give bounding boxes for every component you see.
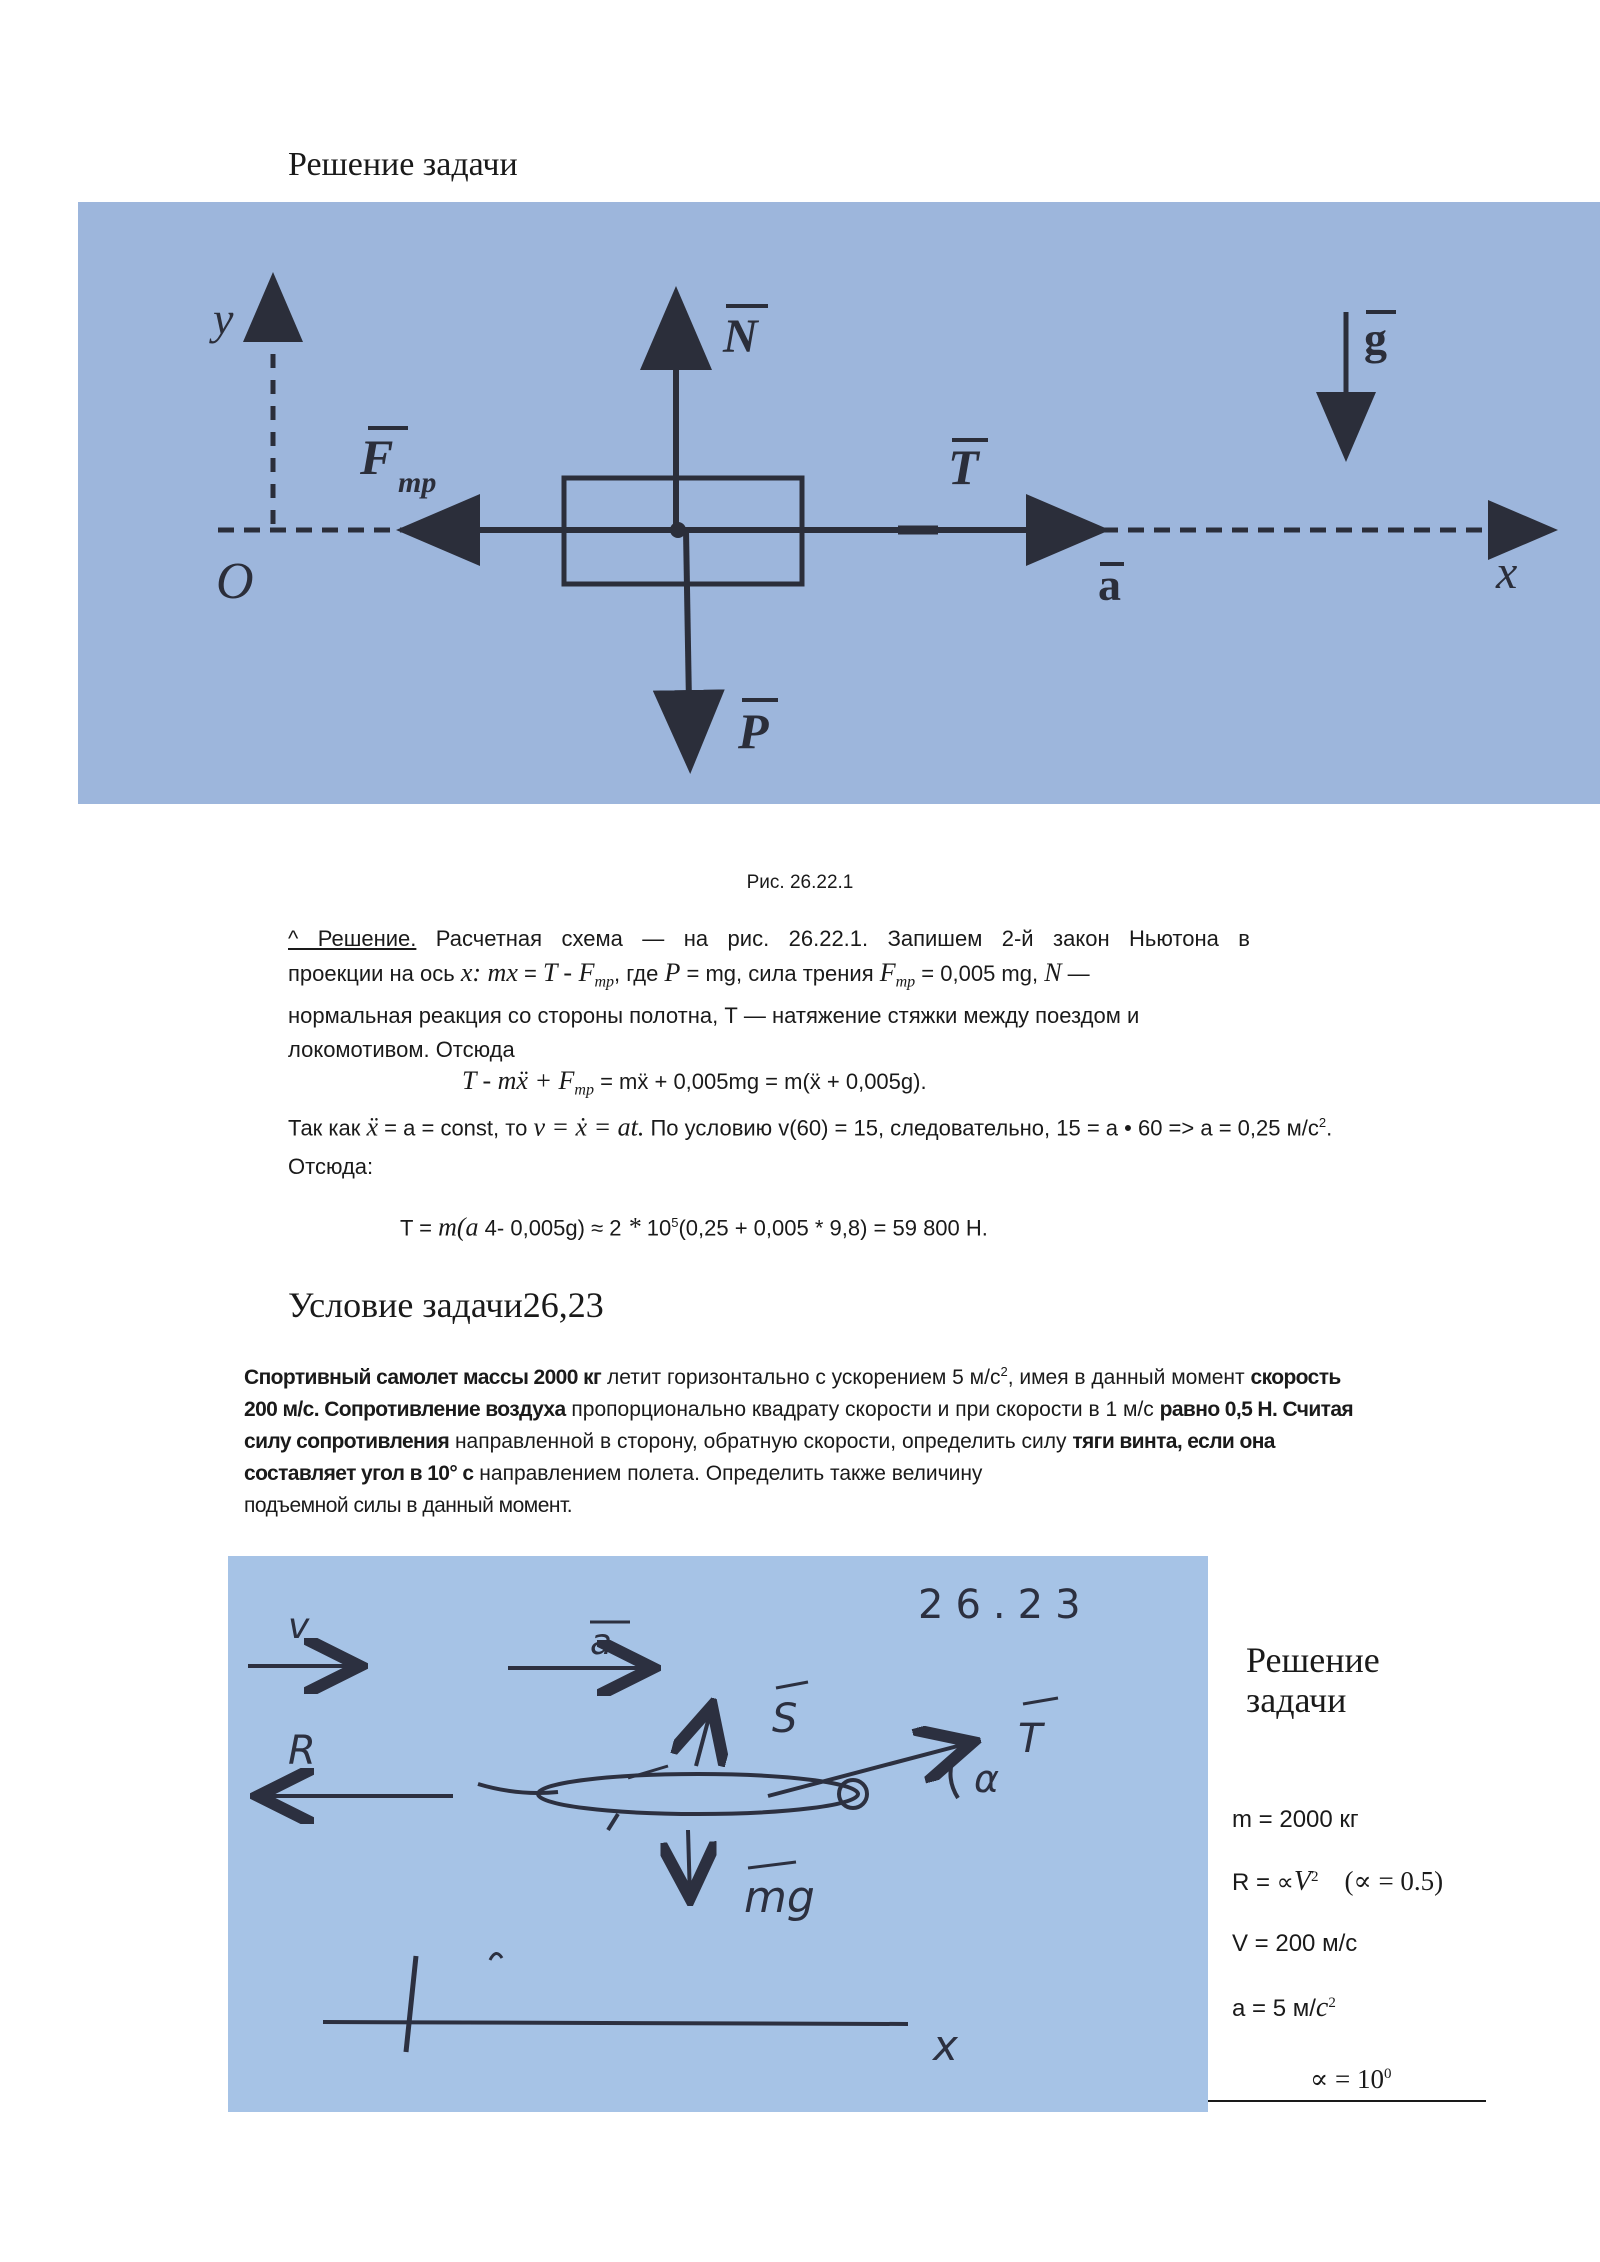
label-a: a [590, 1622, 613, 1663]
givens-title: Решение задачи [1246, 1640, 1380, 1720]
given-velocity: V = 200 м/с [1232, 1930, 1358, 1957]
solution-line-4: локомотивом. Отсюда [288, 1037, 515, 1063]
solution-line-3: нормальная реакция со стороны полотна, Т — натяжение стяжки между поездом и [288, 1003, 1140, 1029]
label-S: S [772, 1696, 798, 1742]
propeller [839, 1780, 867, 1808]
label-y: y [213, 293, 234, 344]
label-R: R [288, 1728, 316, 1774]
force-diagram-figure [78, 202, 1600, 804]
givens-divider [1208, 2100, 1486, 2102]
label-mg: mg [744, 1872, 815, 1923]
plane-sketch [228, 1556, 1208, 2112]
problem-line-5: подъемной силы в данный момент. [244, 1494, 573, 1517]
section-title-problem: Условие задачи26,23 [288, 1285, 604, 1325]
label-T: T [948, 439, 979, 495]
given-drag-formula: $R = \propto V^2$ (∝ = 0.5) [1232, 1866, 1444, 1897]
solution-line-6: Отсюда: [288, 1154, 374, 1179]
label-x: x [1496, 546, 1518, 599]
label-a: a [1098, 559, 1121, 610]
solution-line-2: проекции на ось x: mx = T - $F_{тр}$, где P = mg, сила трения $F_{тр} = 0,005$ mg, N — [288, 958, 1090, 991]
label-P: P [738, 703, 769, 759]
force-diagram [78, 202, 1600, 804]
solution-line-5: Так как ẍ = a = const, то v = ẋ = at. По условию v(60) = 15, следовательно, 15 = a • 60 => a = 0,25 $м/с^2$. [288, 1112, 1333, 1142]
label-T: T [1018, 1716, 1043, 1762]
weight-force-arrow [686, 530, 690, 762]
plane-sketch-figure [228, 1556, 1208, 2112]
label-alpha: α [974, 1757, 1000, 1801]
gravity-arrow [688, 1830, 690, 1898]
solution-line-1: ^ Решение. Расчетная схема — на рис. 26.22.1. Запишем 2-й закон Ньютона в [288, 926, 1250, 951]
thrust-arrow [768, 1742, 973, 1796]
label-g: g [1364, 313, 1387, 364]
y-axis [406, 1956, 416, 2052]
problem-text [244, 1356, 1544, 1522]
label-F-subscript: тр [398, 466, 437, 499]
label-N: N [723, 310, 758, 363]
equation-2: T = m(a 4- $0,005g) \approx 2 * 10^5(0,25 + 0,005 * 9,8) = 59$ 800 Н. [400, 1212, 988, 1242]
plane-body [538, 1774, 858, 1814]
equation-1: T - mẍ + $F_{тр}$ = mẍ + 0,005mg = m(ẍ + 0,005g). [462, 1066, 927, 1099]
problem-line-1: Спортивный самолет массы 2000 кг летит горизонтально с ускорением 5 $м/с^2$, имея в данный момент скорость [244, 1364, 1341, 1389]
center-point [670, 522, 686, 538]
problem-line-4: составляет угол в 10° с направлением полета. Определить также величину [244, 1462, 983, 1485]
problem-line-2: 200 м/с. Сопротивление воздуха пропорционально квадрату скорости и при скорости в 1 м/с равно 0,5 Н. Считая [244, 1398, 1354, 1421]
problem-number: 26.23 [918, 1582, 1093, 1628]
label-F: F [360, 429, 394, 485]
solution-lead: ^ Решение. [288, 926, 417, 951]
label-x: x [933, 2021, 958, 2070]
label-O: O [216, 553, 254, 610]
label-v: v [288, 1606, 310, 1647]
lift-arrow [696, 1706, 712, 1766]
angle-arc [950, 1752, 958, 1798]
solution-text [288, 922, 1250, 1067]
section-title-solution: Решение задачи [288, 146, 518, 183]
problem-line-3: силу сопротивления направленной в сторону, обратную скорости, определить силу тяги винта, если она [244, 1430, 1275, 1453]
given-mass: m = 2000 кг [1232, 1806, 1359, 1833]
given-acceleration: a = 5 $м/c^2$ [1232, 1992, 1336, 2023]
given-angle: ∝ = $10^0$ [1310, 2064, 1392, 2094]
figure-caption: Рис. 26.22.1 [746, 872, 854, 893]
